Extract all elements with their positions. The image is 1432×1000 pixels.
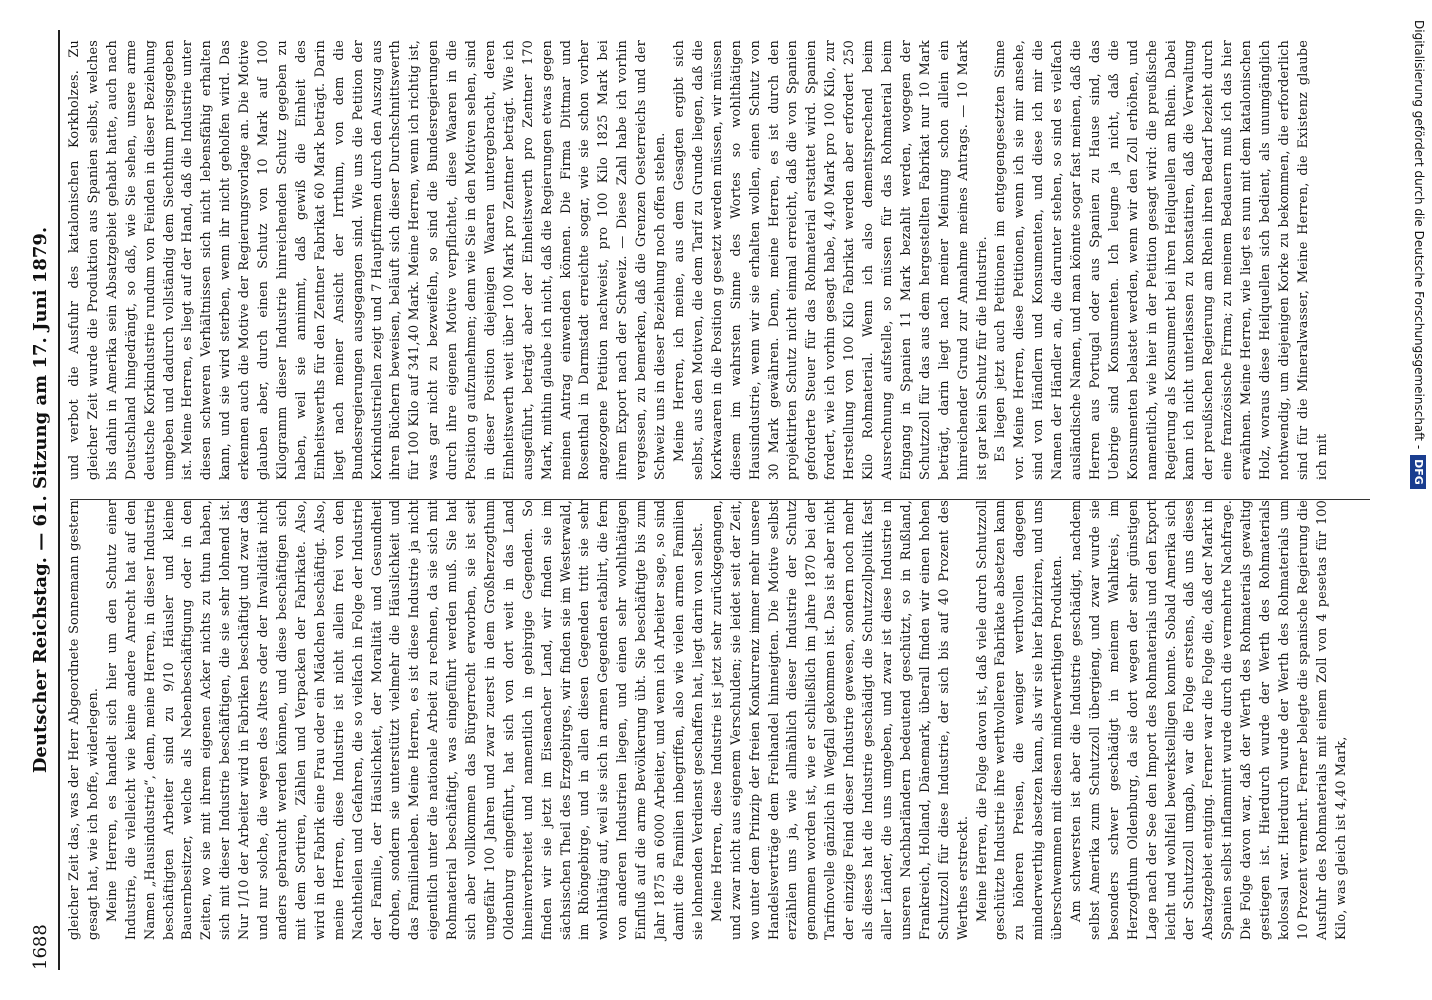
dfg-logo: DFG (1410, 455, 1426, 489)
page-header (24, 30, 60, 970)
paragraph: Es liegen jetzt auch Petitionen im entgegengesetzten Sinne vor. Meine Herren, diese Petitionen, wenn ich sie mir ansehe, sind von Händlern und Konsumenten, und diese ich mir die Namen der Händler an, die darunter stehen, so sind es vielfach ausländische Namen, und man könnte sogar fast meinen, daß die Herren aus Portugal oder aus Spanien zu Hause sind, das Uebrige sind Konsumenten. Ich leugne ja nicht, daß die Konsumenten belastet werden, wenn wir den Zoll erhöhen, und namentlich, wie hier in der Petition gesagt wird: die preußische Regierung als Konsument bei ihren Heilquellen am Rhein. Dabei kann ich nicht unterlassen zu konstatiren, daß die Verwaltung der preußischen Regierung am Rhein ihren Bedarf bezieht durch eine französische Firma; zu meinem Bedauern muß ich das hier erwähnen. Meine Herren, wie liegt es nun mit dem katalonischen Holz, woraus diese Heilquellen sich bedient, als unumgänglich nothwendig, um diejenigen Korke zu bekommen, die erforderlich sind für die Mineralwasser, Meine Herren, die Existenz glaube ich mit (993, 40, 1330, 480)
paragraph: Meine Herren, es handelt sich hier um den Schutz einer Industrie, die vielleicht wie keine andere Anrecht hat auf den Namen „Hausindustrie“, denn, meine Herren, in dieser Industrie beschäftigten Arbeiter sind zu 9/10 Häusler und kleine Bauernbesitzer, welche als Nebenbeschäftigung oder in den Zeiten, wo sie mit ihrem eigenen Acker nichts zu thun haben, sich mit dieser Industrie beschäftigen, die sie sehr lohnend ist. Nur 1/10 der Arbeiter wird in Fabriken beschäftigt und zwar das und nur solche, die wegen des Alters oder der Invalidität nicht anders gebraucht werden können, und diese beschäftigen sich mit dem Sortiren, Zählen und Verpacken der Fabrikate. Also, wird in der Fabrik eine Frau oder ein Mädchen beschäftigt. Also, meine Herren, diese Industrie ist nicht allein frei von den Nachtheilen und Gefahren, die so vielfach in Folge der Industrie der Familie, der Häuslichkeit, der Moralität und Gesundheit drohen, sondern sie unterstützt vielmehr die Häuslichkeit und das Familienleben. Meine Herren, es ist diese Industrie ja nicht eigentlich unter die nationale Arbeit zu rechnen, da sie sich mit Rohmaterial beschäftigt, was eingeführt werden muß. Sie hat sich aber vollkommen das Bürgerrecht erworben, sie ist seit ungefähr 100 Jahren und zwar zuerst in dem Großherzogthum Oldenburg eingeführt, hat sich von dort weit in das Land hineinverbreitet und namentlich in gebirgige Gegenden. So finden wir sie jetzt im Eisenacher Land, wir finden sie im sächsischen Theil des Erzgebirges, wir finden sie im Westerwald, im Rhöngebirge, und in allen diesen Gegenden tritt sie sehr wohlthätig auf, weil sie sich in armen Gegenden etablirt, die fern von anderen Industrien liegen, und einen sehr wohlthätigen Einfluß auf die arme Bevölkerung übt. Sie beschäftigte bis zum Jahr 1875 an 6000 Arbeiter, und wenn ich Arbeiter sage, so sind damit die Familien inbegriffen, also wie vielen armen Familien sie lohnenden Verdienst geschaffen hat, liegt darin von selbst. (104, 500, 706, 940)
paragraph: Am schwersten ist aber die Industrie geschädigt, nachdem selbst Amerika zum Schutzzoll übergieng, und zwar wurde sie besonders schwer geschädigt in meinem Wahlkreis, im Herzogthum Oldenburg, da sie dort wegen der sehr günstigen Lage nach der See den Import des Rohmaterials und den Export leicht und wohlfeil bewerkstelligen konnte. Sobald Amerika sich der Schutzzoll umgab, war die Folge erstens, daß uns dieses Absatzgebiet entging. Ferner war die Folge die, daß der Markt in Spanien selbst inflammirt wurde durch die vermehrte Nachfrage. Die Folge davon war, daß der Werth des Rohmaterials gewaltig gestiegen ist. Hierdurch wurde der Werth des Rohmaterials kolossal war. Hierdurch wurde der Werth des Rohmaterials um 10 Prozent vermehrt. Ferner belegte die spanische Regierung die Ausfuhr des Rohmaterials mit einem Zoll von 4 pesetas für 100 Kilo, was gleich ist 4,40 Mark, (1069, 500, 1349, 940)
paragraph: Meine Herren, diese Industrie ist jetzt sehr zurückgegangen, und zwar nicht aus eigenem Verschulden; sie leidet seit der Zeit, wo unter dem Prinzip der freien Konkurrenz immer mehr unsere Handelsverträge dem Freihandel hinneigten. Die Motive selbst erzählen uns ja, wie allmählich dieser Industrie der Schutz genommen worden ist, wie er schließlich im Jahre 1870 bei der Tarifnovelle gänzlich in Wegfall gekommen ist. Das ist aber nicht der einzige Feind dieser Industrie gewesen, sondern noch mehr als dieses hat die Industrie geschädigt die Schutzzollpolitik fast aller Länder, die uns umgeben, und zwar ist diese Industrie in unseren Nachbarländern bedeutend geschützt, so in Rußland, Frankreich, Holland, Dänemark, überall finden wir einen hohen Schutzzoll für diese Industrie, der sich bis auf 40 Prozent des Werthes erstreckt. (709, 500, 971, 940)
dfg-credit-text: Digitalisierung gefördert durch die Deutsche Forschungsgemeinschaft - (1412, 20, 1426, 450)
right-column (66, 40, 1333, 480)
paragraph: Meine Herren, ich meine, aus dem Gesagten ergibt sich selbst, aus den Motiven, die dem Tarif zu Grunde liegen, daß die Korkwaaren in die Position g gesetzt werden müssen, wir müssen diesem im wahrsten Sinne des Wortes so wohlthätigen Hausindustrie, wenn wir sie erhalten wollen, einen Schutz von 30 Mark gewähren. Denn, meine Herren, es ist durch den projektirten Schutz nicht einmal erreicht, daß die von Spanien geforderte Steuer für das Rohmaterial erstattet wird. Spanien fordert, wie ich vorhin gesagt habe, 4,40 Mark pro 100 Kilo, zur Herstellung von 100 Kilo Fabrikat werden aber erfordert 250 Kilo Rohmaterial. Wenn ich also dementsprechend beim Ausrechnung aufstelle, so müssen für das Rohmaterial beim Eingang in Spanien 11 Mark bezahlt werden, wogegen der Schutzzoll für das aus dem hergestellten Fabrikat nur 10 Mark beträgt, darin liegt nach meiner Meinung schon allein ein hinreichender Grund zur Annahme meines Antrags. — 10 Mark ist gar kein Schutz für die Industrie. (672, 40, 990, 480)
page-title: Deutscher Reichstag. — 61. Sitzung am 17. Juni 1879. (30, 226, 51, 774)
paragraph: Meine Herren, die Folge davon ist, daß viele durch Schutzzoll geschützte Industrie ihre werthvolleren Fabrikate absetzen kann zu höheren Preisen, die weniger werthvollen dagegen minderwerthig absetzen kann, als wir sie hier fabriziren, und uns überschwemmen mit diesen minderwerthigen Produkten. (974, 500, 1066, 940)
paragraph: gleicher Zeit das, was der Herr Abgeordnete Sonnemann gestern gesagt hat, wie ich hoffe, widerlegen. (67, 500, 101, 940)
left-column (66, 500, 1352, 940)
dfg-credit-strip (1408, 20, 1430, 980)
page-number: 1688 (30, 924, 51, 970)
paragraph: und verbot die Ausfuhr des katalonischen Korkholzes. Zu gleicher Zeit wurde die Produktion aus Spanien selbst, welches bis dahin in Amerika sein Absatzgebiet gehabt hatte, auch nach Deutschland hingedrängt, so daß, wie Sie sehen, unsere arme deutsche Korkindustrie rundum von Feinden in dieser Beziehung umgeben und dadurch vollständig dem Siechthum preisgegeben ist. Meine Herren, es liegt auf der Hand, daß die Industrie unter diesen schweren Verhältnissen sich nicht lebensfähig erhalten kann, und sie wird sterben, wenn ihr nicht geholfen wird. Das erkennen auch die Motive der Regierungsvorlage an. Die Motive glauben aber, durch einen Schutz von 10 Mark auf 100 Kilogramm dieser Industrie hinreichenden Schutz gegeben zu haben, weil sie annimmt, daß gewiß die Einheit des Einheitswerths für den Zentner Fabrikat 60 Mark beträgt. Darin liegt nach meiner Ansicht der Irrthum, von dem die Bundesregierungen ausgegangen sind. Wie uns die Petition der Korkindustriellen zeigt und 7 Hauptfirmen durch den Auszug aus ihren Büchern beweisen, beläuft sich dieser Durchschnittswerth für 100 Kilo auf 341,40 Mark. Meine Herren, wenn ich richtig ist, was gar nicht zu bezweifeln, so sind die Bundesregierungen durch ihre eigenen Motive verpflichtet, diese Waaren in die Position g aufzunehmen; denn wie Sie in den Motiven sehen, sind in dieser Position diejenigen Waaren untergebracht, deren Einheitswerth weit über 100 Mark pro Zentner beträgt. Wie ich ausgeführt, beträgt aber der Einheitswerth pro Zentner 170 Mark, mithin glaube ich nicht, daß die Regierungen etwas gegen meinen Antrag einwenden können. Die Firma Dittmar und Rosenthal in Darmstadt erreichte sogar, wie sie schon vorher angezogene Petition nachweist, pro 100 Kilo 1825 Mark bei ihrem Export nach der Schweiz. — Diese Zahl habe ich vorhin vergessen, zu bemerken, daß die Grenzen Oesterreichs und der Schweiz uns in dieser Beziehung noch offen stehen. (67, 40, 669, 480)
